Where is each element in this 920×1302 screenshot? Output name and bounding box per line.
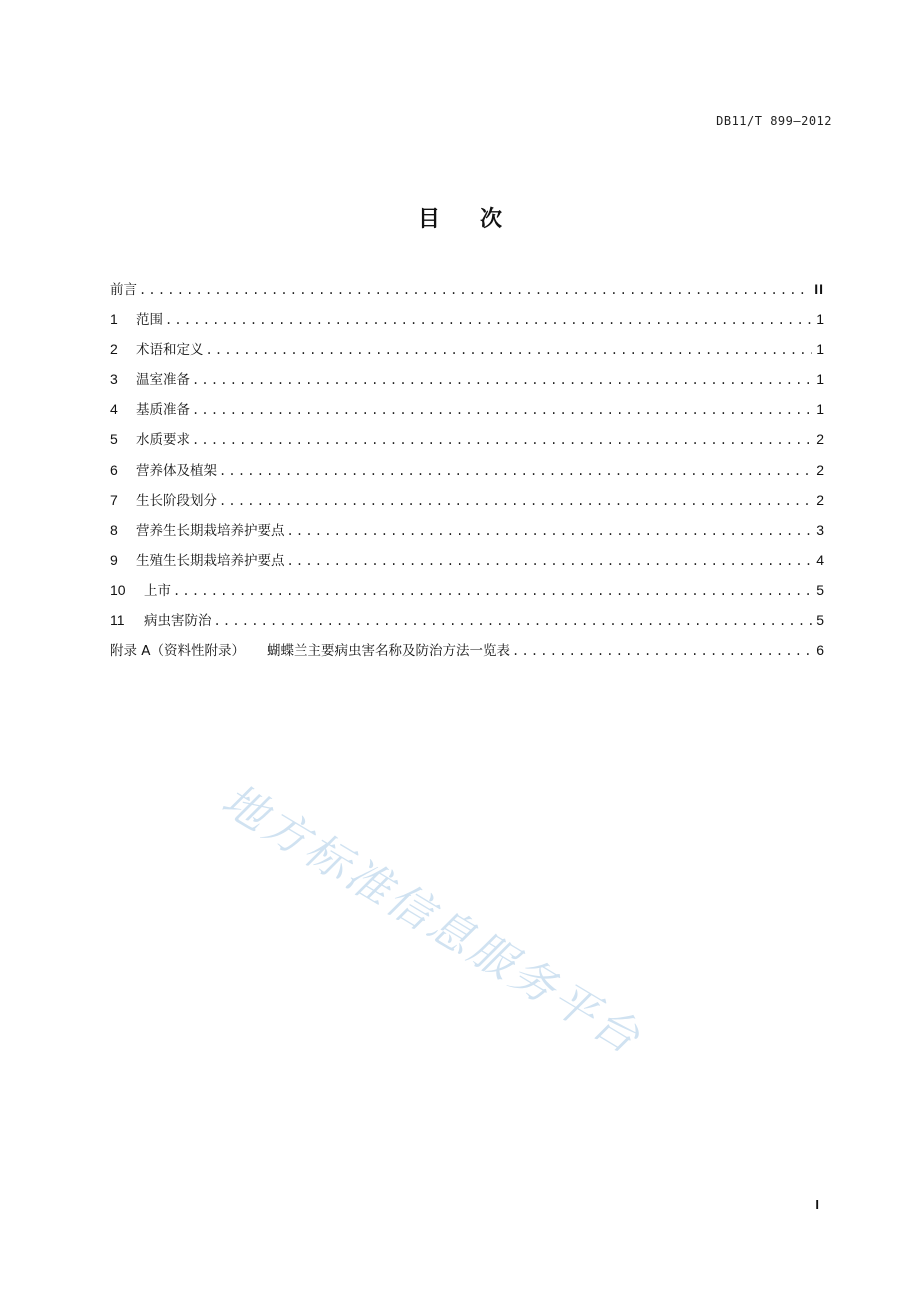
toc-entry-label: 范围 — [136, 312, 163, 329]
toc-entry-page: 2 — [816, 431, 824, 448]
toc-leader-dots — [173, 581, 812, 601]
toc-leader-dots — [192, 370, 812, 390]
toc-entry-number: 11 — [110, 612, 125, 629]
toc-entry-5[interactable] — [110, 429, 824, 459]
toc-entry-page: II — [814, 281, 824, 297]
toc-entry-label: 前言 — [110, 282, 137, 298]
toc-leader-dots — [192, 400, 812, 420]
toc-entry-foreword[interactable] — [110, 279, 824, 309]
toc-entry-label: 病虫害防治 — [144, 613, 212, 630]
toc-entry-page: 6 — [816, 642, 824, 659]
toc-entry-page: 5 — [816, 612, 824, 629]
toc-entry-label: 上市 — [144, 582, 171, 599]
toc-entry-number: 8 — [110, 521, 118, 538]
toc-entry-number: 2 — [110, 341, 118, 358]
toc-entry-number: 1 — [110, 311, 118, 328]
toc-entry-label: 温室准备 — [136, 372, 190, 389]
page-title: 目次 — [417, 207, 542, 232]
toc-entry-number: 7 — [110, 491, 118, 508]
toc-entry-2[interactable] — [110, 339, 824, 369]
table-of-contents — [110, 279, 824, 670]
toc-entry-label: 营养体及植架 — [136, 462, 217, 479]
toc-entry-page: 1 — [816, 401, 824, 418]
toc-leader-dots — [192, 430, 812, 450]
toc-entry-11[interactable] — [110, 610, 824, 640]
toc-entry-number: 10 — [110, 581, 126, 598]
toc-entry-label: 营养生长期栽培养护要点 — [136, 522, 285, 539]
toc-entry-4[interactable] — [110, 399, 824, 429]
toc-leader-dots — [287, 521, 813, 541]
toc-leader-dots — [214, 611, 813, 631]
toc-entry-7[interactable] — [110, 490, 824, 520]
toc-entry-label: 术语和定义 — [136, 342, 204, 359]
page-number: I — [815, 1197, 819, 1212]
toc-leader-dots — [512, 641, 812, 661]
toc-entry-label: 生长阶段划分 — [136, 492, 217, 509]
toc-entry-8[interactable] — [110, 520, 824, 550]
toc-entry-page: 1 — [816, 371, 824, 388]
toc-entry-number: 6 — [110, 461, 118, 478]
toc-entry-3[interactable] — [110, 369, 824, 399]
toc-entry-1[interactable] — [110, 309, 824, 339]
toc-entry-page: 2 — [816, 491, 824, 508]
toc-entry-10[interactable] — [110, 580, 824, 610]
toc-entry-page: 1 — [816, 311, 824, 328]
annex-prefix: 附录 A（资料性附录） — [110, 643, 246, 660]
toc-leader-dots — [219, 491, 812, 511]
toc-leader-dots — [287, 551, 813, 571]
watermark: 地方标准信息服务平台 — [213, 774, 651, 1066]
toc-entry-label: 基质准备 — [136, 402, 190, 419]
toc-entry-number: 5 — [110, 431, 118, 448]
toc-entry-number: 3 — [110, 371, 118, 388]
toc-entry-page: 3 — [816, 521, 824, 538]
toc-entry-number: 9 — [110, 551, 118, 568]
toc-leader-dots — [206, 340, 813, 360]
toc-entry-page: 1 — [816, 341, 824, 358]
toc-entry-9[interactable] — [110, 550, 824, 580]
toc-leader-dots — [139, 280, 810, 300]
toc-entry-page: 4 — [816, 551, 824, 568]
toc-entry-label: 蝴蝶兰主要病虫害名称及防治方法一览表 — [267, 643, 511, 660]
toc-entry-annex-a[interactable] — [110, 640, 824, 670]
toc-entry-6[interactable] — [110, 460, 824, 490]
toc-leader-dots — [165, 310, 812, 330]
toc-entry-page: 5 — [816, 581, 824, 598]
toc-entry-label: 生殖生长期栽培养护要点 — [136, 552, 285, 569]
toc-entry-number: 4 — [110, 401, 118, 418]
toc-leader-dots — [219, 461, 812, 481]
toc-entry-page: 2 — [816, 461, 824, 478]
document-code: DB11/T 899—2012 — [716, 114, 832, 128]
toc-entry-label: 水质要求 — [136, 432, 190, 449]
